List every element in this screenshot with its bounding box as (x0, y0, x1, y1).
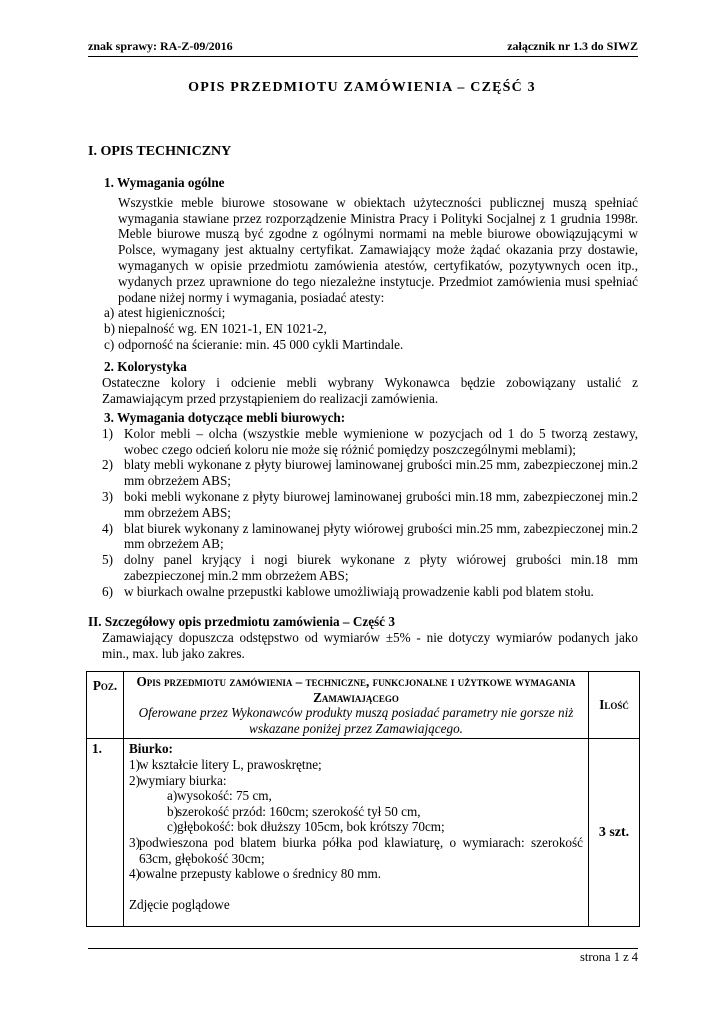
section-1-heading: I. OPIS TECHNICZNY (88, 144, 232, 159)
header-pos: Poz. (87, 672, 124, 739)
photo-caption: Zdjęcie poglądowe (128, 896, 230, 912)
row-item-name: Biurko: (128, 741, 173, 757)
list-item: 3) boki mebli wykonane z płyty biurowej laminowanej grubości min.18 mm, zabezpieczonej min.2 mm obrzeżem ABS; (102, 488, 638, 520)
desk-dimensions-list (157, 788, 583, 835)
table-row (87, 739, 640, 927)
section-2-body: Zamawiający dopuszcza odstępstwo od wymiarów ±5% - nie dotyczy wymiarów podanych jako min., max. lub jako zakres. (102, 629, 638, 661)
colours-heading: 2. Kolorystyka (104, 359, 187, 374)
furniture-requirements-list (90, 426, 638, 600)
furniture-requirements-heading: 3. Wymagania dotyczące mebli biurowych: (104, 410, 346, 425)
footer-rule (88, 948, 638, 949)
section-2 (88, 614, 638, 661)
specification-table (86, 671, 640, 927)
list-item: 2) blaty mebli wykonane z płyty biurowej laminowanej grubości min.25 mm, zabezpieczonej min.2 mm obrzeżem ABS; (102, 457, 638, 489)
list-item: 4) blat biurek wykonany z laminowanej płyty wiórowej grubości min.25 mm, zabezpieczonej min.2 mm obrzeżem AB; (102, 520, 638, 552)
section-2-heading: II. Szczegółowy opis przedmiotu zamówienia – Część 3 (88, 614, 395, 629)
row-qty: 3 szt. (589, 739, 640, 927)
list-item: 4) owalne przepusty kablowe o średnicy 80 mm. (128, 866, 382, 882)
header-qty: Ilość (589, 672, 640, 739)
list-item: b) niepalność wg. EN 1021-1, EN 1021-2, (104, 321, 327, 337)
case-number: znak sprawy: RA-Z-09/2016 (88, 39, 233, 53)
attachment-number: załącznik nr 1.3 do SIWZ (507, 39, 638, 53)
certificate-list (104, 305, 638, 352)
header-description-subtitle: Oferowane przez Wykonawców produkty muszą posiadać parametry nie gorsze niż wskazane poniżej przez Zamawiającego. (138, 705, 574, 736)
header-description (123, 672, 588, 739)
row-description (123, 739, 588, 927)
general-requirements-heading: 1. Wymagania ogólne (104, 175, 225, 190)
document-title: OPIS PRZEDMIOTU ZAMÓWIENIA – CZĘŚĆ 3 (188, 80, 536, 95)
desk-spec-list (119, 757, 583, 882)
list-item: 2) wymiary biurka: a) wysokość: 75 cm, b) szerokość przód: 160cm; szerokość tył 50 cm, c) głębokość: bok dłuższy 105cm, bok krótszy 70cm; (119, 773, 583, 835)
list-item: c) odporność na ścieranie: min. 45 000 cykli Martindale. (104, 336, 404, 352)
colours-section (104, 359, 638, 406)
list-item: a) wysokość: 75 cm, (166, 788, 272, 804)
list-item: 1) Kolor mebli – olcha (wszystkie meble wymienione w pozycjach od 1 do 5 tworzą zestawy, wobec czego odcień koloru nie może się różnić pomiędzy poszczególnymi meblami); (102, 425, 638, 457)
list-item: a) atest higieniczności; (104, 305, 226, 321)
general-requirements (104, 175, 638, 353)
list-item: c) głębokość: bok dłuższy 105cm, bok krótszy 70cm; (166, 819, 445, 835)
row-pos: 1. (87, 739, 124, 927)
page-header (88, 39, 638, 55)
list-item: 5) dolny panel kryjący i nogi biurek wykonane z płyty wiórowej grubości min.18 mm zabezpieczonej min.2 mm obrzeżem ABS; (102, 552, 638, 583)
header-description-title: Opis przedmiotu zamówienia – techniczne, funkcjonalne i użytkowe wymagania Zamawiającego (136, 674, 576, 705)
page-number: strona 1 z 4 (580, 950, 638, 964)
list-item: 6) w biurkach owalne przepustki kablowe umożliwiają prowadzenie kabli pod blatem stołu. (102, 583, 594, 599)
list-item: 1) w kształcie litery L, prawoskrętne; (128, 756, 322, 772)
list-item: 3) podwieszona pod blatem biurka półka pod klawiaturę, o wymiarach: szerokość 63cm, głębokość 30cm; (128, 834, 584, 866)
general-requirements-body: Wszystkie meble biurowe stosowane w obiektach użyteczności publicznej muszą spełniać wymagania stawiane przez rozporządzenie Ministra Pracy i Polityki Socjalnej z 1 grudnia 1998r. Meble biurowe muszą być zgodne z ogólnymi normami na meble biurowe obowiązującymi w Polsce, wymagany jest aktualny certyfikat. Zamawiający może żądać okazania przy dostawie, wymaganych w opisie przedmiotu zamówienia atestów, certyfikatów, pozytywnych ocen itp., wydanych przez uprawnione do tego niezależne instytucje. Przedmiot zamówienia musi spełniać podane niżej normy i wymagania, posiadać atesty: (118, 194, 638, 305)
furniture-requirements (104, 410, 638, 600)
header-rule (88, 56, 638, 57)
table-header-row (87, 672, 640, 739)
colours-body: Ostateczne kolory i odcienie mebli wybrany Wykonawca będzie zobowiązany ustalić z Zamawiającym przed przystąpieniem do realizacji zamówienia. (102, 374, 638, 406)
list-item: b) szerokość przód: 160cm; szerokość tył 50 cm, (166, 803, 421, 819)
